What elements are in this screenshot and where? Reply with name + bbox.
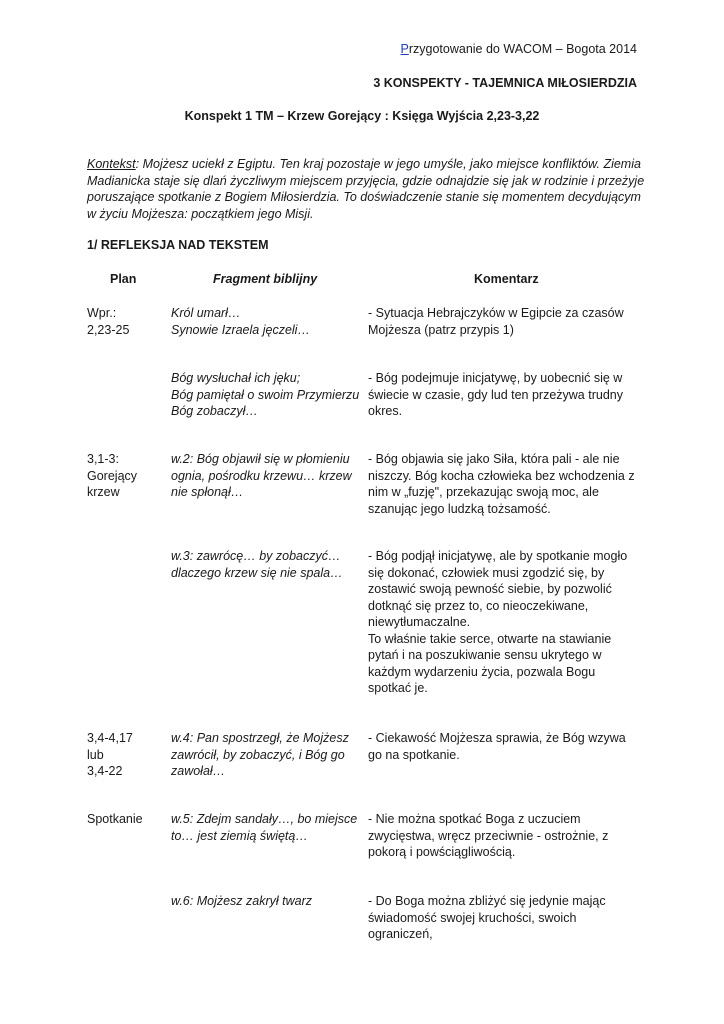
table-cell-komentarz: - Ciekawość Mojżesza sprawia, że Bóg wzywa go na spotkanie. (368, 731, 626, 762)
table-cell-komentarz: - Nie można spotkać Boga z uczuciem zwycięstwa, wręcz przeciwnie - ostrożnie, z pokorą i powściągliwością. (368, 812, 609, 859)
table-cell-fragment: w.2: Bóg objawił się w płomieniu ognia, pośrodku krzewu… krzew nie spłonął… (171, 452, 352, 499)
table-cell-komentarz: - Bóg podjął inicjatywę, ale by spotkanie mogło się dokonać, człowiek musi zgodzić się, by zostawić swoją pewność siebie, by pozwolić dotknąć się przez to, co nieoczekiwane, niewytłumaczalne. To właśnie takie serce, otwarte na stawianie pytań i na poszukiwanie sensu ukrytego w każdym wydarzeniu życia, pozwala Bogu spotkać je. (368, 549, 628, 695)
table-cell-fragment: Bóg wysłuchał ich jęku; Bóg pamiętał o swoim Przymierzu Bóg zobaczył… (171, 371, 360, 418)
page-title: Konspekt 1 TM – Krzew Gorejący : Księga Wyjścia 2,23-3,22 (184, 109, 540, 123)
table-header-komentarz: Komentarz (474, 272, 539, 286)
table-cell-fragment: w.5: Zdejm sandały…, bo miejsce to… jest ziemią świętą… (171, 812, 358, 843)
table-cell-plan: 3,1-3: Gorejący krzew (87, 452, 138, 499)
table-cell-fragment: w.4: Pan spostrzegł, że Mojżesz zawrócił, by zobaczyć, i Bóg go zawołał… (171, 731, 349, 778)
table-cell-fragment: Król umarł… Synowie Izraela jęczeli… (171, 306, 310, 337)
table-cell-fragment: w.6: Mojżesz zakrył twarz (171, 894, 313, 908)
context-label: Kontekst (87, 157, 136, 171)
header-line (401, 42, 637, 56)
context-text: : Mojżesz uciekł z Egiptu. Ten kraj pozostaje w jego umyśle, jako miejsce konfliktów. Ziemia Madianicka staje się dlań życzliwym miejscem przyjęcia, gdzie odnajdzie się jak w rodzinie i przeżyje poruszające spotkanie z Bogiem Miłosierdzia. To doświadczenie stanie się momentem decydującym w życiu Mojżesza: początkiem jego Misji. (87, 157, 645, 221)
section-heading: 1/ REFLEKSJA NAD TEKSTEM (87, 238, 269, 252)
table-header-plan: Plan (110, 272, 137, 286)
table-cell-fragment: w.3: zawrócę… by zobaczyć… dlaczego krzew się nie spala… (171, 549, 343, 580)
document-subtitle: 3 KONSPEKTY - TAJEMNICA MIŁOSIERDZIA (373, 76, 637, 90)
table-cell-plan: 3,4-4,17 lub 3,4-22 (87, 731, 133, 778)
table-cell-plan: Wpr.: 2,23-25 (87, 306, 130, 337)
table-cell-komentarz: - Bóg objawia się jako Siła, która pali - ale nie niszczy. Bóg kocha człowieka bez wchodzenia z nim w „fuzję", przekazując swoją moc, ale szanując jego ludzką tożsamość. (368, 452, 635, 516)
header-link-letter[interactable]: P (400, 42, 409, 56)
table-header-fragment: Fragment biblijny (213, 272, 318, 286)
table-cell-plan: Spotkanie (87, 812, 143, 826)
table-cell-komentarz: - Sytuacja Hebrajczyków w Egipcie za czasów Mojżesza (patrz przypis 1) (368, 306, 624, 337)
context-paragraph (87, 156, 647, 222)
table-cell-komentarz: - Bóg podejmuje inicjatywę, by uobecnić się w świecie w czasie, gdy lud ten przeżywa trudny okres. (368, 371, 623, 418)
table-cell-komentarz: - Do Boga można zbliżyć się jedynie mając świadomość swojej kruchości, swoich ograniczeń, (368, 894, 606, 941)
header-text: rzygotowanie do WACOM – Bogota 2014 (408, 42, 637, 56)
